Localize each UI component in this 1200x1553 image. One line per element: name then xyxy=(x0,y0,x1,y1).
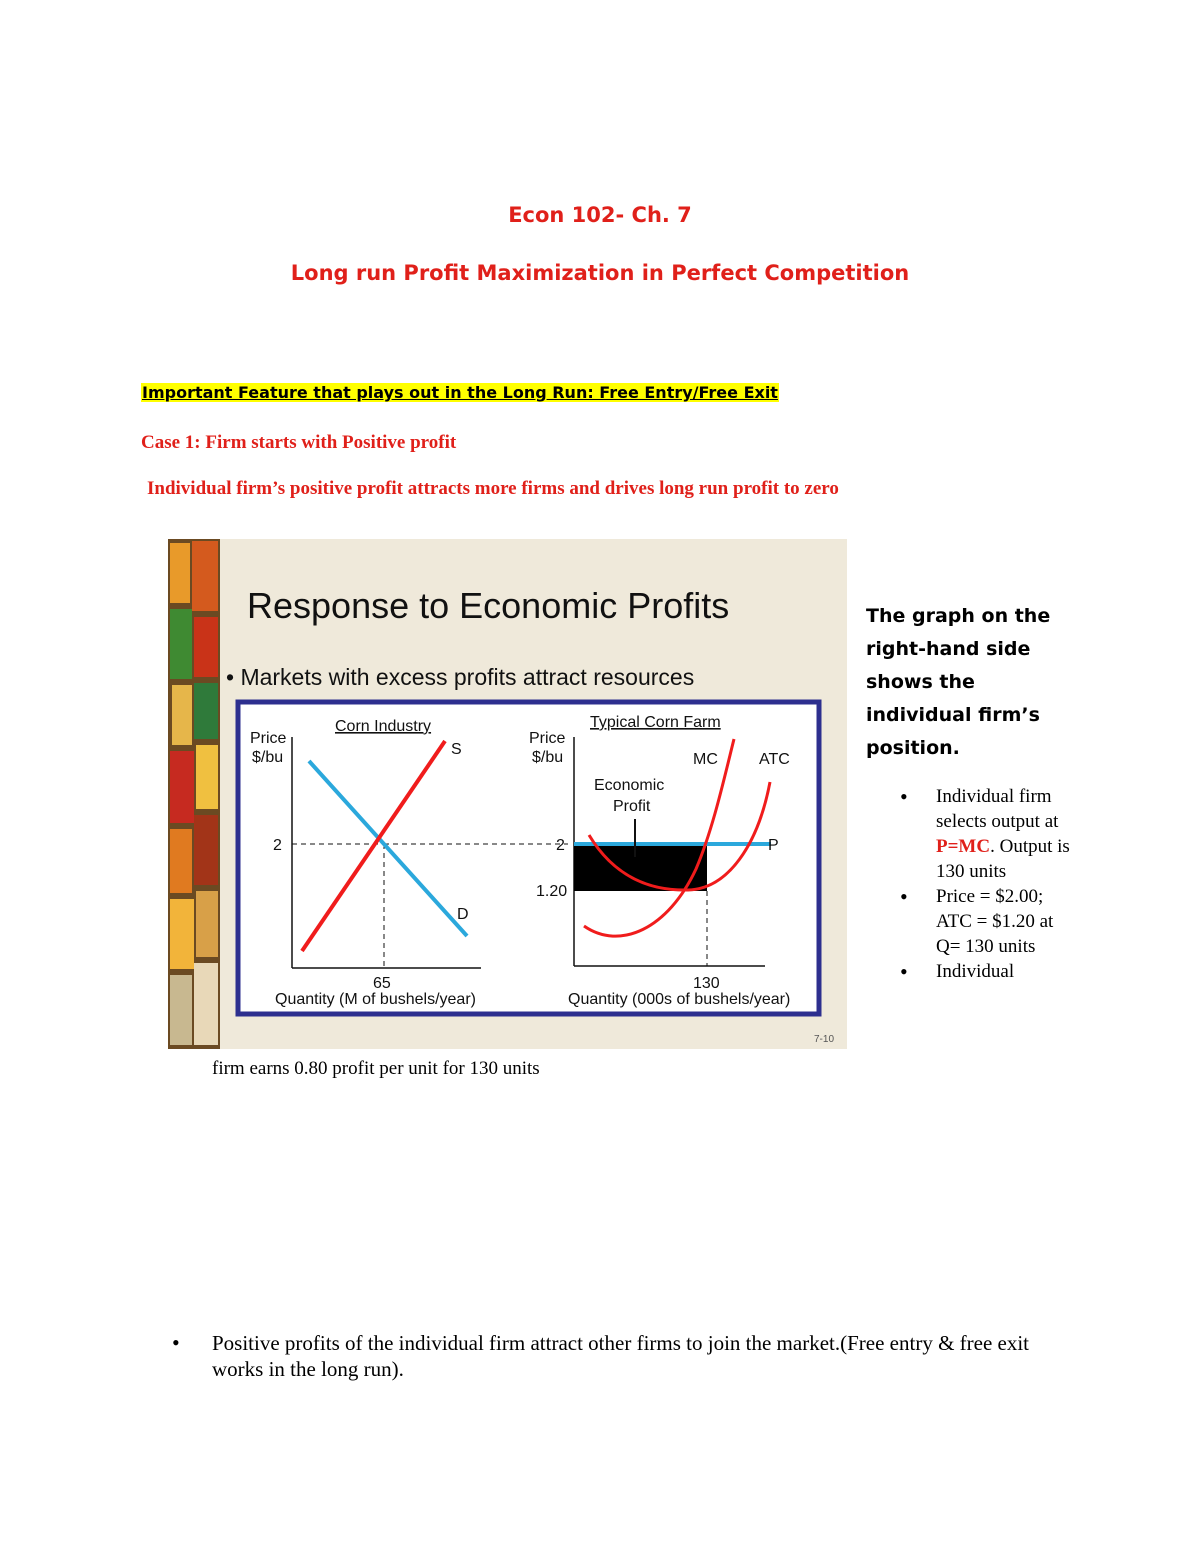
list-item xyxy=(900,959,1070,984)
list-item xyxy=(172,1330,1072,1382)
feature-heading: Important Feature that plays out in the Long Run: Free Entry/Free Exit xyxy=(142,383,778,402)
document-subtitle: Long run Profit Maximization in Perfect Competition xyxy=(290,261,910,285)
profit-label-line1: Economic xyxy=(594,777,665,794)
case-description: Individual firm’s positive profit attracts more firms and drives long run profit to zero xyxy=(147,478,839,499)
bullet-text: . xyxy=(990,836,995,857)
stained-glass-decoration xyxy=(168,539,220,1049)
industry-title: Corn Industry xyxy=(335,718,432,735)
farm-xlabel: Quantity (000s of bushels/year) xyxy=(568,991,791,1008)
supply-label: S xyxy=(451,741,462,758)
side-bullet-list xyxy=(900,784,1070,984)
case-heading: Case 1: Firm starts with Positive profit xyxy=(141,432,457,453)
p-equals-mc-text: P=MC xyxy=(936,836,991,857)
industry-xlabel: Quantity (M of bushels/year) xyxy=(275,991,476,1008)
list-item xyxy=(900,884,1070,959)
farm-title: Typical Corn Farm xyxy=(590,714,721,731)
atc-label: ATC xyxy=(759,751,790,768)
p-label: P xyxy=(768,837,779,854)
bullet-text: Individual firm selects output at xyxy=(936,786,1059,832)
industry-qty-tick: 65 xyxy=(373,975,391,992)
side-note-heading: The graph on the right-hand side shows the individual firm’s position. xyxy=(866,605,1051,759)
bullet-text: Price = $2.00; ATC = $1.20 at Q= 130 units xyxy=(936,886,1054,957)
demand-label: D xyxy=(457,906,469,923)
bullet-text: Positive profits of the individual firm attract other firms to join the market.(Free entry & free exit works in the long run). xyxy=(212,1331,1030,1381)
bullet-text: Individual xyxy=(936,961,1015,982)
document-title: Econ 102- Ch. 7 xyxy=(508,203,692,227)
bullet-text: Output is 130 units xyxy=(936,836,1070,882)
farm-atc-tick: 1.20 xyxy=(536,883,568,900)
farm-ylabel-line1: Price xyxy=(529,730,566,747)
profit-label-line2: Profit xyxy=(613,798,651,815)
farm-price-tick: 2 xyxy=(556,837,565,854)
bullet-continuation: firm earns 0.80 profit per unit for 130 units xyxy=(212,1058,540,1079)
slide-bullet: • Markets with excess profits attract resources xyxy=(226,664,695,690)
lecture-slide-image xyxy=(168,539,847,1049)
list-item xyxy=(900,784,1070,884)
mc-label: MC xyxy=(693,751,718,768)
bottom-bullet-list xyxy=(172,1330,1072,1382)
industry-price-tick: 2 xyxy=(273,837,282,854)
slide-graphic xyxy=(168,539,847,1049)
slide-number: 7-10 xyxy=(814,1034,835,1045)
farm-ylabel-line2: $/bu xyxy=(532,749,564,766)
farm-qty-tick: 130 xyxy=(693,975,720,992)
slide-title: Response to Economic Profits xyxy=(247,585,730,626)
industry-ylabel-line1: Price xyxy=(250,730,287,747)
industry-ylabel-line2: $/bu xyxy=(252,749,284,766)
